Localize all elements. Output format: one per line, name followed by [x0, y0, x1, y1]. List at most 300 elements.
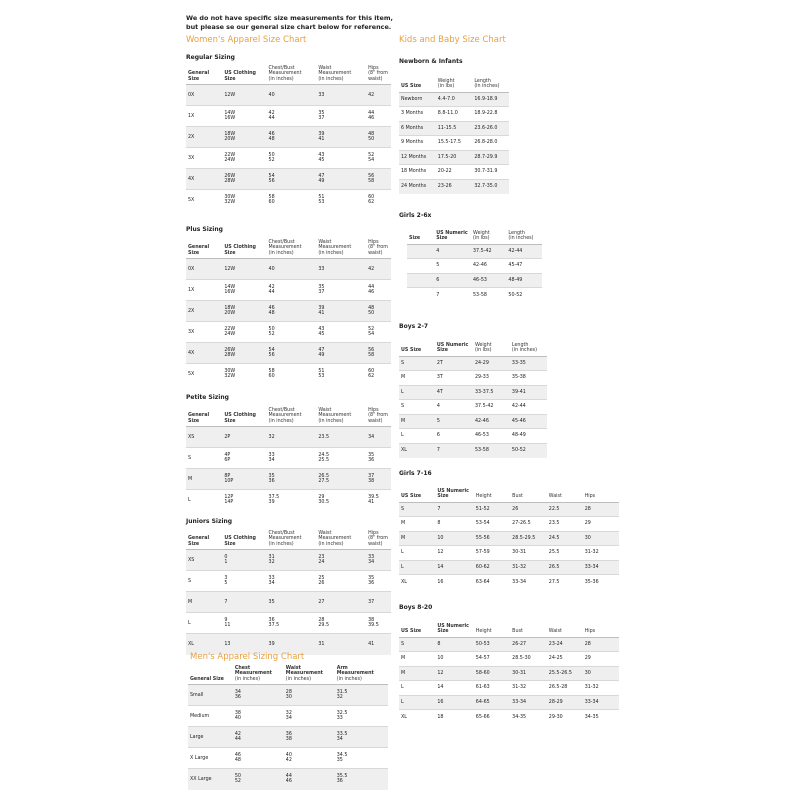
cell-value: 5 [436, 263, 440, 269]
column-header-text: US Numeric Size [436, 231, 468, 242]
column-header-text: (8" from waist) [368, 536, 388, 547]
cell-value: 57-59 [475, 550, 490, 556]
plus-sizing-table [186, 240, 391, 385]
table-cell [510, 637, 547, 652]
table-row [399, 371, 547, 386]
table-cell [435, 695, 473, 710]
cell-value: 26.5 [548, 564, 560, 570]
table-cell [547, 502, 583, 517]
table-cell [436, 136, 473, 151]
cell-value: 18.9-22.8 [474, 111, 498, 117]
cell-value: 54 56 [268, 347, 275, 359]
column-header [399, 79, 436, 92]
cell-value: 18W 20W [224, 305, 236, 317]
cell-value: L [401, 564, 404, 570]
table-cell [233, 706, 284, 727]
table-cell [510, 695, 547, 710]
cell-value: 50 52 [234, 774, 241, 785]
cell-value: 33.5 34 [336, 731, 348, 743]
column-header-text: Waist Measurement [318, 408, 352, 419]
cell-value: 35.5 36 [336, 774, 348, 785]
cell-value: 52 54 [368, 326, 375, 338]
column-header [188, 666, 233, 685]
column-header-text: Bust [512, 629, 523, 635]
table-cell [506, 273, 542, 288]
cell-value: 18 Months [401, 169, 427, 175]
table-cell [510, 443, 547, 458]
cell-value: XL [401, 448, 407, 454]
cell-value: 3 5 [224, 575, 228, 587]
table-row [399, 150, 509, 165]
table-cell [267, 490, 317, 511]
table-cell [399, 443, 435, 458]
table-cell [407, 288, 434, 303]
cell-value: 61-63 [475, 685, 490, 691]
cell-value: 54-57 [475, 656, 490, 662]
table-cell [222, 448, 266, 469]
cell-value: 18W 20W [224, 131, 236, 143]
table-row [188, 748, 388, 769]
table-cell [222, 427, 266, 448]
table-cell [471, 273, 506, 288]
table-cell [472, 107, 509, 122]
boys-2-7-table [399, 343, 547, 458]
cell-value: 30 [584, 670, 591, 676]
table-cell [366, 469, 391, 490]
table-cell [316, 106, 366, 127]
table-cell [510, 502, 547, 517]
table-cell [474, 666, 510, 681]
table-cell [399, 637, 435, 652]
table-cell [473, 385, 510, 400]
cell-value: 4 [436, 404, 440, 410]
table-cell [399, 414, 435, 429]
column-header-text: (in lbs) [473, 236, 490, 242]
table-row [399, 356, 547, 371]
cell-value: 60 62 [368, 369, 375, 380]
cell-value: 16 [437, 699, 444, 705]
column-header [474, 624, 510, 637]
cell-value: 51 53 [318, 195, 325, 206]
column-header-text: US Numeric Size [437, 624, 469, 635]
table-cell [316, 301, 366, 322]
cell-value: 33 [318, 266, 325, 272]
cell-value: 37.5 39 [268, 495, 280, 506]
cell-value: L [401, 389, 404, 395]
table-cell [474, 652, 510, 667]
cell-value: 31-32 [512, 564, 527, 570]
table-cell [474, 502, 510, 517]
table-cell [399, 531, 435, 546]
cell-value: 35 36 [368, 575, 375, 587]
cell-value: 3X [188, 329, 195, 335]
table-row [186, 190, 391, 211]
cell-value: Small [190, 692, 204, 698]
column-header-text: Chest/Bust Measurement [268, 66, 302, 77]
column-header [222, 66, 266, 85]
cell-value: 23.6-26.0 [474, 125, 498, 131]
cell-value: 4T [436, 389, 443, 395]
table-row [399, 414, 547, 429]
table-cell [267, 169, 317, 190]
cell-value: 35-38 [511, 375, 526, 381]
cell-value: 48-49 [508, 277, 523, 283]
cell-value: 24.5 25.5 [318, 452, 329, 464]
column-header [284, 666, 335, 685]
column-header [547, 624, 583, 637]
cell-value: 46 48 [268, 305, 275, 317]
table-cell [474, 517, 510, 532]
table-cell [316, 169, 366, 190]
table-cell [474, 560, 510, 575]
table-row [399, 92, 509, 107]
column-header [547, 489, 583, 502]
table-row [188, 706, 388, 727]
table-cell [335, 685, 388, 706]
cell-value: 58 60 [268, 369, 275, 380]
cell-value: 26.8-28.0 [474, 140, 498, 146]
cell-value: 23.5 [318, 434, 329, 440]
cell-value: 24 Months [401, 184, 427, 190]
column-header [583, 624, 619, 637]
table-cell [366, 343, 391, 364]
column-header-text: Hips [584, 494, 596, 500]
cell-value: 24-25 [548, 656, 563, 662]
table-cell [267, 85, 317, 106]
table-cell [583, 681, 619, 696]
table-cell [233, 685, 284, 706]
table-cell [267, 343, 317, 364]
column-header [267, 408, 317, 427]
table-cell [583, 666, 619, 681]
table-cell [222, 106, 266, 127]
column-header [316, 531, 366, 550]
column-header-text: US Clothing Size [224, 536, 256, 547]
table-cell [407, 273, 434, 288]
table-cell [407, 244, 434, 259]
table-cell [366, 259, 391, 280]
table-cell [222, 550, 266, 571]
table-cell [472, 136, 509, 151]
cell-value: 4X [188, 176, 195, 182]
table-cell [316, 364, 366, 385]
cell-value: 16 [437, 579, 444, 585]
table-cell [435, 356, 473, 371]
table-cell [510, 429, 547, 444]
juniors-sizing-title: Juniors Sizing [186, 518, 233, 525]
table-cell [473, 400, 510, 415]
table-cell [186, 550, 222, 571]
table-row [399, 385, 547, 400]
cell-value: 47 49 [318, 347, 325, 359]
table-cell [316, 469, 366, 490]
table-cell [188, 727, 233, 748]
cell-value: 8.8-11.0 [437, 111, 458, 117]
table-cell [436, 121, 473, 136]
cell-value: M [401, 418, 406, 424]
cell-value: 2P [224, 434, 231, 440]
cell-value: 34-35 [512, 714, 527, 720]
column-header-text: Bust [512, 494, 523, 500]
column-header [472, 79, 509, 92]
column-header [186, 408, 222, 427]
column-header [407, 231, 434, 244]
cell-value: 7 [436, 448, 440, 454]
cell-value: XS [188, 434, 195, 440]
table-cell [399, 695, 435, 710]
cell-value: 48 50 [368, 305, 375, 317]
table-cell [510, 371, 547, 386]
cell-value: 37.5-42 [473, 248, 492, 254]
table-cell [366, 148, 391, 169]
cell-value: 33 34 [268, 575, 275, 587]
table-cell [222, 469, 266, 490]
column-header-text: Length [474, 79, 491, 84]
table-cell [435, 517, 473, 532]
table-cell [267, 280, 317, 301]
table-cell [434, 244, 471, 259]
table-cell [436, 165, 473, 180]
cell-value: 14W 16W [224, 284, 236, 296]
table-cell [510, 710, 547, 725]
table-cell [366, 592, 391, 613]
cell-value: 28-29 [548, 699, 563, 705]
cell-value: 56 58 [368, 347, 375, 359]
table-row [186, 613, 391, 634]
column-header-text: General Size [190, 676, 224, 682]
cell-value: 29 30.5 [318, 495, 329, 506]
table-cell [186, 148, 222, 169]
column-header-text: US Size [401, 629, 422, 635]
cell-value: 29 [584, 656, 591, 662]
table-cell [435, 637, 473, 652]
column-header [267, 66, 317, 85]
cell-value: 5X [188, 371, 195, 377]
table-cell [222, 613, 266, 634]
cell-value: Newborn [401, 96, 423, 102]
column-header [435, 489, 473, 502]
cell-value: L [401, 433, 404, 439]
cell-value: 42-44 [508, 248, 523, 254]
cell-value: 35-36 [584, 579, 599, 585]
table-cell [335, 706, 388, 727]
cell-value: 39.5 41 [368, 495, 379, 506]
table-row [399, 560, 619, 575]
cell-value: 4X [188, 350, 195, 356]
table-cell [222, 127, 266, 148]
cell-value: 26 [512, 506, 519, 512]
cell-value: 51-52 [475, 506, 490, 512]
table-cell [222, 490, 266, 511]
column-header-text: US Numeric Size [437, 489, 469, 500]
mens-sizing-table [188, 666, 388, 790]
table-cell [547, 531, 583, 546]
table-cell [472, 92, 509, 107]
cell-value: 34.5 35 [336, 752, 348, 764]
table-row [399, 136, 509, 151]
cell-value: 2X [188, 308, 195, 314]
cell-value: 17.5-20 [437, 154, 457, 160]
cell-value: L [401, 550, 404, 556]
cell-value: 8 [437, 641, 441, 647]
column-header [186, 240, 222, 259]
cell-value: 1X [188, 287, 195, 293]
table-cell [316, 634, 366, 655]
table-row [186, 169, 391, 190]
cell-value: 12W [224, 266, 236, 272]
table-cell [186, 427, 222, 448]
column-header-text: Hips [368, 240, 379, 245]
cell-value: M [401, 656, 406, 662]
cell-value: 3 Months [401, 111, 424, 117]
table-cell [186, 490, 222, 511]
column-header [366, 531, 391, 550]
cell-value: S [401, 641, 405, 647]
cell-value: 42 [368, 92, 375, 98]
cell-value: 14 [437, 685, 444, 691]
table-cell [472, 150, 509, 165]
column-header-text: Length [511, 343, 529, 348]
column-header-text: US Size [401, 348, 422, 354]
plus-sizing-title: Plus Sizing [186, 226, 223, 233]
table-cell [436, 92, 473, 107]
table-cell [366, 280, 391, 301]
column-header-text: (in inches) [318, 541, 344, 547]
girls-7-16-title: Girls 7-16 [399, 470, 432, 477]
column-header-text: Waist [548, 629, 562, 635]
table-cell [186, 592, 222, 613]
column-header-text: Height [475, 629, 492, 635]
table-cell [267, 148, 317, 169]
cell-value: Large [190, 734, 204, 740]
column-header-text: (in inches) [268, 541, 294, 547]
table-cell [267, 364, 317, 385]
table-cell [284, 727, 335, 748]
table-cell [510, 560, 547, 575]
table-cell [188, 685, 233, 706]
cell-value: 31 [318, 641, 325, 647]
table-cell [335, 769, 388, 790]
table-cell [267, 301, 317, 322]
cell-value: 4P 6P [224, 452, 231, 464]
table-cell [583, 531, 619, 546]
table-cell [547, 666, 583, 681]
cell-value: 23-26 [437, 184, 452, 190]
table-row [399, 652, 619, 667]
table-row [399, 121, 509, 136]
column-header-text: Hips [368, 531, 379, 536]
table-cell [222, 169, 266, 190]
table-cell [435, 710, 473, 725]
juniors-sizing-table [186, 531, 391, 655]
cell-value: 42-46 [474, 418, 489, 424]
cell-value: 35 36 [368, 452, 375, 464]
cell-value: 35 [268, 599, 275, 605]
table-cell [267, 106, 317, 127]
table-cell [436, 150, 473, 165]
table-cell [186, 613, 222, 634]
table-cell [583, 546, 619, 561]
table-cell [435, 414, 473, 429]
cell-value: 50-52 [508, 292, 523, 298]
boys-2-7-title: Boys 2-7 [399, 323, 429, 330]
table-cell [186, 469, 222, 490]
cell-value: 42-46 [473, 263, 487, 269]
cell-value: 26W 28W [224, 173, 236, 185]
table-cell [547, 681, 583, 696]
cell-value: 30W 32W [224, 369, 236, 380]
table-row [186, 106, 391, 127]
column-header [335, 666, 388, 685]
column-header-text: Hips [368, 408, 379, 413]
cell-value: 23 24 [318, 554, 325, 566]
table-cell [284, 769, 335, 790]
newborn-infants-title: Newborn & Infants [399, 58, 463, 65]
cell-value: 30W 32W [224, 195, 236, 206]
table-row [407, 244, 542, 259]
column-header-text: Weight [437, 79, 455, 84]
table-row [186, 364, 391, 385]
table-cell [267, 469, 317, 490]
cell-value: 30 [584, 535, 591, 541]
cell-value: 1X [188, 113, 195, 119]
table-row [186, 280, 391, 301]
cell-value: 33-34 [512, 579, 527, 585]
table-cell [188, 748, 233, 769]
table-row [399, 443, 547, 458]
cell-value: 25 26 [318, 575, 325, 587]
cell-value: 6 [436, 433, 440, 439]
cell-value: 4 [436, 248, 440, 254]
table-cell [366, 448, 391, 469]
table-row [188, 769, 388, 790]
column-header-text: (8" from waist) [368, 413, 388, 424]
table-cell [399, 575, 435, 590]
table-cell [583, 560, 619, 575]
regular-sizing-table [186, 66, 391, 211]
table-cell [474, 546, 510, 561]
column-header-text: US Size [401, 84, 422, 90]
column-header [222, 240, 266, 259]
cell-value: X Large [190, 755, 209, 761]
table-cell [472, 179, 509, 194]
table-cell [399, 121, 436, 136]
table-row [186, 469, 391, 490]
table-cell [267, 259, 317, 280]
column-header-text: (8" from waist) [368, 245, 388, 256]
table-cell [233, 727, 284, 748]
cell-value: 32 [268, 434, 275, 440]
table-cell [399, 666, 435, 681]
table-cell [186, 301, 222, 322]
cell-value: 50-52 [511, 448, 526, 454]
table-cell [435, 575, 473, 590]
table-cell [222, 592, 266, 613]
girls-7-16-table [399, 489, 619, 589]
cell-value: 13 [224, 641, 231, 647]
table-cell [435, 385, 473, 400]
cell-value: 12W [224, 92, 236, 98]
cell-value: 38 40 [234, 710, 241, 722]
cell-value: 5 [436, 418, 440, 424]
table-cell [186, 322, 222, 343]
cell-value: 26.5-28 [548, 685, 568, 691]
column-header [434, 231, 471, 244]
table-cell [435, 531, 473, 546]
cell-value: 10 [437, 656, 444, 662]
column-header [435, 343, 473, 356]
cell-value: 14W 16W [224, 110, 236, 122]
